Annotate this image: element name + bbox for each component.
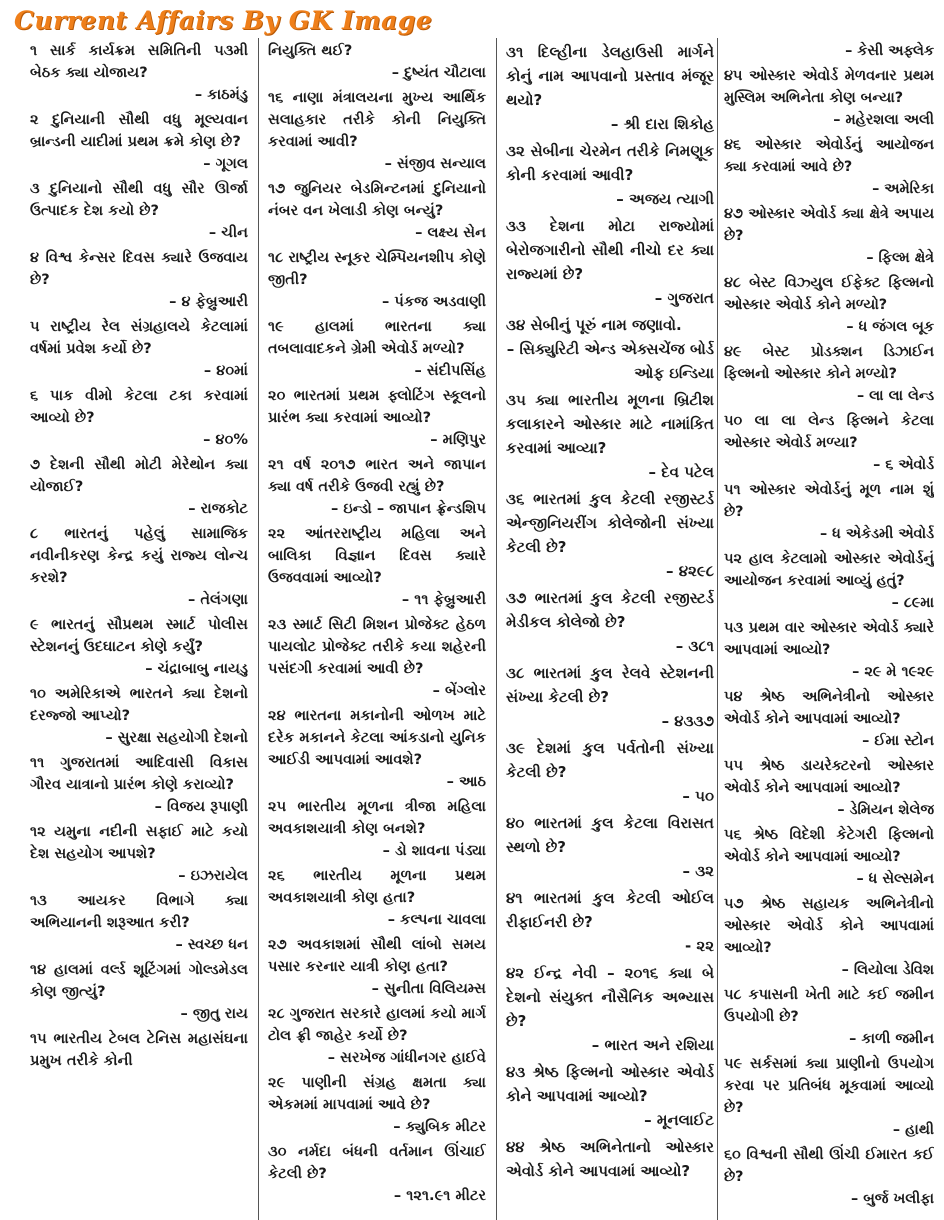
question-text: ૩ દુનિયાનો સૌથી વધુ સૌર ઊર્જા ઉત્પાદક દેશ કયો છે? — [30, 180, 248, 219]
answer-text: – અજય ત્યાગી — [616, 190, 714, 208]
answer-text: – દુષ્યંત ચૌટાલા — [391, 64, 486, 81]
answer-text: – સુરક્ષા સહયોગી દેશનો — [105, 729, 248, 746]
qa-item — [30, 385, 248, 451]
answer-text: – કાઠમંડુ — [194, 86, 248, 103]
answer-text: – ચંદ્રાબાબુ નાયડુ — [145, 660, 248, 677]
question-text: ૩૬ ભારતમાં કુલ કેટલી રજીસ્ટર્ડ એન્જીનિયરીંગ કોલેજોની સંખ્યા કેટલી છે? — [506, 490, 714, 556]
answer-text: – સુનીતા વિલિયમ્સ — [371, 980, 486, 997]
qa-item — [268, 796, 486, 862]
question-text: નિયુક્તિ થઈ? — [268, 42, 353, 59]
answer-text: – સંજીવ સન્યાલ — [384, 155, 486, 172]
question-text: ૫૧ ઓસ્કાર એવોર્ડનું મૂળ નામ શું છે? — [724, 482, 934, 520]
question-text: ૨૧ વર્ષ ૨૦૧૭ ભારત અને જાપાન ક્યા વર્ષ તરીકે ઉજવી રહ્યું છે? — [268, 456, 486, 495]
qa-item — [268, 523, 486, 611]
answer-text: – કલ્પના ચાવલા — [387, 911, 486, 928]
qa-item — [30, 523, 248, 611]
answer-text: – ૪૩૩૭ — [661, 712, 714, 730]
qa-item — [268, 865, 486, 931]
question-text: ૨૭ અવકાશમાં સૌથી લાંબો સમય પસાર કરનાર યાત્રી કોણ હતા? — [268, 936, 486, 975]
answer-text: – ધ એકેડમી એવોર્ડ — [819, 526, 934, 542]
qa-item — [506, 811, 714, 883]
answer-text: – ૨૯ મે ૧૯૨૯ — [852, 664, 934, 680]
qa-item — [506, 1135, 714, 1183]
question-text: ૪૪ શ્રેષ્ઠ અભિનેતાનો ઓસ્કાર એવોર્ડ કોને આપવામાં આવ્યો? — [506, 1138, 714, 1180]
qa-item — [724, 203, 934, 269]
question-text: ૫ રાષ્ટ્રીય રેલ સંગ્રહાલયે કેટલામાં વર્ષમાં પ્રવેશ કર્યો છે? — [30, 318, 248, 357]
qa-item — [268, 1072, 486, 1138]
qa-item — [506, 40, 714, 136]
answer-text: – ૧૧ ફેબ્રુઆરી — [401, 591, 486, 608]
answer-text: – મણિપુર — [430, 431, 486, 448]
qa-item — [506, 1060, 714, 1132]
answer-text: – ૪ ફેબ્રુઆરી — [169, 293, 248, 310]
qa-item — [268, 454, 486, 520]
qa-item — [506, 736, 714, 808]
question-text: ૨૩ સ્માર્ટ સિટી મિશન પ્રોજેક્ટ હેઠળ પાયલોટ પ્રોજેક્ટ તરીકે કયા શહેરની પસંદગી કરવામાં આવી છે? — [268, 616, 486, 677]
question-text: ૭ દેશની સૌથી મોટી મેરેથોન ક્યા યોજાઈ? — [30, 456, 248, 495]
answer-text: – ડેમિયન શેલેજ — [837, 802, 934, 818]
column-divider — [717, 38, 718, 1220]
qa-item — [506, 886, 714, 958]
qa-item — [268, 247, 486, 313]
question-text: ૧૫ ભારતીય ટેબલ ટેનિસ મહાસંઘના પ્રમુખ તરીકે કોની — [30, 1030, 248, 1069]
qa-item — [30, 178, 248, 244]
answer-text: – ઇઝરાયેલ — [178, 867, 248, 884]
answer-text: – ૬ એવોર્ડ — [873, 457, 934, 473]
question-text: ૫૦ લા લા લેન્ડ ફિલ્મને કેટલા ઓસ્કાર એવોર્ડ મળ્યા? — [724, 413, 934, 451]
question-text: ૧૯ હાલમાં ભારતના ક્યા તબલાવાદકને ગ્રેમી એવોર્ડ મળ્યો? — [268, 318, 486, 357]
qa-item — [724, 824, 934, 890]
question-text: ૪૩ શ્રેષ્ઠ ફિલ્મનો ઓસ્કાર એવોર્ડ કોને આપવામાં આવ્યો? — [506, 1063, 714, 1105]
answer-text: – ઈમા સ્ટોન — [862, 733, 934, 749]
qa-item — [30, 40, 248, 106]
question-text: ૪ વિશ્વ કેન્સર દિવસ ક્યારે ઉજવાય છે? — [30, 249, 248, 288]
question-text: ૫૯ સર્કસમાં ક્યા પ્રાણીનો ઉપયોગ કરવા પર પ્રતિબંધ મૂકવામાં આવ્યો છે? — [724, 1056, 934, 1116]
answer-text: – ચીન — [208, 224, 248, 241]
question-text: ૫૮ કપાસની ખેતી માટે કઈ જમીન ઉપયોગી છે? — [724, 987, 934, 1025]
answer-text: – ૪૦% — [203, 431, 248, 448]
question-text: ૩૧ દિલ્હીના ડેલહાઉસી માર્ગને કોનું નામ આપવાનો પ્રસ્તાવ મંજૂર થયો? — [506, 43, 714, 109]
qa-item — [30, 959, 248, 1025]
question-text: ૩૯ દેશમાં કુલ પર્વતોની સંખ્યા કેટલી છે? — [506, 739, 714, 781]
answer-text: – ૪૦માં — [203, 362, 248, 379]
question-text: ૩૩ દેશના મોટા રાજ્યોમાં બેરોજગારીનો સૌથી નીચો દર ક્યા રાજ્યમાં છે? — [506, 217, 714, 283]
answer-text: – ૩૨ — [682, 862, 714, 880]
qa-item — [30, 109, 248, 175]
qa-item — [724, 410, 934, 476]
answer-text: – મૂનલાઈટ — [644, 1111, 714, 1129]
question-text: ૧૦ અમેરિકાએ ભારતને ક્યા દેશનો દરજ્જો આપ્યો? — [30, 685, 248, 724]
column-4 — [724, 40, 934, 1218]
qa-item — [268, 1003, 486, 1069]
answer-text: – કાળી જમીન — [849, 1031, 934, 1047]
answer-text: – ગૂગલ — [203, 155, 248, 172]
answer-text: – લા લા લેન્ડ — [856, 388, 934, 404]
qa-item — [506, 487, 714, 583]
qa-item — [268, 1141, 486, 1207]
question-text: ૩૦ નર્મદા બંધની વર્તમાન ઊંચાઈ કેટલી છે? — [268, 1143, 486, 1182]
qa-item — [724, 755, 934, 821]
answer-text: – શ્રી દારા શિકોહ — [610, 115, 714, 133]
column-3 — [506, 40, 714, 1218]
answer-text: – અમેરિકા — [872, 181, 934, 197]
answer-text: – જીતુ રાય — [180, 1005, 248, 1022]
qa-item — [30, 890, 248, 956]
question-text: ૪૭ ઓસ્કાર એવોર્ડ ક્યા ક્ષેત્રે અપાય છે? — [724, 206, 934, 244]
question-text: ૧૧ ગુજરાતમાં આદિવાસી વિકાસ ગૌરવ યાત્રાનો પ્રારંભ કોણે કરાવ્યો? — [30, 754, 248, 793]
qa-item — [30, 821, 248, 887]
question-text: ૨૯ પાણીની સંગ્રહ ક્ષમતા ક્યા એકમમાં માપવામાં આવે છે? — [268, 1074, 486, 1113]
answer-text: – ૫૦ — [682, 787, 714, 805]
answer-text: – આઠ — [446, 773, 486, 790]
question-text: ૧૭ જુનિયર બેડમિન્ટનમાં દુનિયાનો નંબર વન ખેલાડી કોણ બન્યું? — [268, 180, 486, 219]
qa-item — [724, 984, 934, 1050]
answer-text: – બેંગ્લોર — [432, 682, 486, 699]
answer-text: – તેલંગણા — [187, 591, 248, 608]
answer-text: – બુર્જ ખલીફા — [850, 1191, 934, 1207]
column-2 — [268, 40, 486, 1218]
question-text: ૬૦ વિશ્વની સૌથી ઊંચી ઈમારત કઈ છે? — [724, 1147, 934, 1185]
question-text: ૪૨ ઈન્દ્ર નેવી – ૨૦૧૬ ક્યા બે દેશનો સંયુક્ત નૌસૈનિક અભ્યાસ છે? — [506, 964, 714, 1030]
column-divider — [496, 38, 497, 1220]
answer-text: – સંદીપસિંહ — [414, 362, 486, 379]
answer-text: - ૨૨ — [684, 937, 714, 955]
answer-text: – દેવ પટેલ — [648, 463, 714, 481]
answer-text: – ધ સેલ્સમેન — [856, 871, 934, 887]
qa-item — [506, 139, 714, 211]
qa-item — [724, 65, 934, 131]
answer-text: – ધ જંગલ બૂક — [846, 319, 934, 335]
question-text: ૧ સાર્ક કાર્યક્રમ સમિતિની ૫૩મી બેઠક ક્યા યોજાય? — [30, 42, 248, 81]
question-text: ૪૮ બેસ્ટ વિઝ્યુલ ઈફેક્ટ ફિલ્મનો ઓસ્કાર એવોર્ડ કોને મળ્યો? — [724, 275, 934, 313]
column-1 — [30, 40, 248, 1218]
watermark-title: Current Affairs By GK Image — [14, 6, 433, 35]
answer-text: – ડો શાવના પંડ્યા — [382, 842, 486, 859]
qa-item — [30, 614, 248, 680]
answer-text: – ભારત અને રશિયા — [591, 1036, 714, 1054]
qa-item — [724, 134, 934, 200]
qa-item — [30, 247, 248, 313]
qa-item — [724, 617, 934, 683]
question-text: ૪૦ ભારતમાં કુલ કેટલા વિરાસત સ્થળો છે? — [506, 814, 714, 856]
question-text: ૬ પાક વીમો કેટલા ટકા કરવામાં આવ્યો છે? — [30, 387, 248, 426]
qa-item — [506, 388, 714, 484]
qa-item — [268, 934, 486, 1000]
question-text: ૪૯ બેસ્ટ પ્રોડક્શન ડિઝાઈન ફિલ્મનો ઓસ્કાર કોને મળ્યો? — [724, 344, 934, 382]
question-text: ૨૬ ભારતીય મૂળના પ્રથમ અવકાશયાત્રી કોણ હતા? — [268, 867, 486, 906]
qa-item — [268, 614, 486, 702]
question-text: ૩૪ સેબીનું પૂરું નામ જણાવો. — [506, 316, 682, 334]
answer-text: – રાજકોટ — [188, 500, 248, 517]
answer-text: – સિક્યુરિટી એન્ડ એક્સચેંજ બોર્ડ ઓફ ઇન્ડિયા — [506, 340, 714, 382]
question-text: ૨૦ ભારતમાં પ્રથમ ફ્લોટિંગ સ્કૂલનો પ્રારંભ ક્યા કરવામાં આવ્યો? — [268, 387, 486, 426]
question-text: ૩૭ ભારતમાં કુલ કેટલી રજીસ્ટર્ડ મેડીકલ કોલેજો છે? — [506, 589, 714, 631]
answer-text: – સ્વચ્છ ધન — [175, 936, 248, 953]
question-text: ૫૬ શ્રેષ્ઠ વિદેશી કેટેગરી ફિલ્મનો એવોર્ડ કોને આપવામાં આવ્યો? — [724, 827, 934, 865]
answer-text: – લક્ષ્ય સેન — [415, 224, 486, 241]
question-text: ૩૮ ભારતમાં કુલ રેલવે સ્ટેશનની સંખ્યા કેટલી છે? — [506, 664, 714, 706]
answer-text: – ઇન્ડો – જાપાન ફ્રેન્ડશિપ — [331, 500, 486, 517]
question-text: ૨૨ આંતરરાષ્ટ્રીય મહિલા અને બાલિકા વિજ્ઞાન દિવસ ક્યારે ઉજવવામાં આવ્યો? — [268, 525, 486, 586]
qa-item — [268, 385, 486, 451]
question-text: ૫૩ પ્રથમ વાર ઓસ્કાર એવોર્ડ ક્યારે આપવામાં આવ્યો? — [724, 620, 934, 658]
question-text: ૧૩ આયકર વિભાગે ક્યા અભિયાનની શરૂઆત કરી? — [30, 892, 248, 931]
question-text: ૧૪ હાલમાં વર્લ્ડ શૂટિંગમાં ગોલ્ડમેડલ કોણ જીત્યું? — [30, 961, 248, 1000]
answer-text: – ૩૮૧ — [675, 637, 714, 655]
question-text: ૩૫ ક્યા ભારતીય મૂળના બ્રિટીશ કલાકારને ઓસ્કાર માટે નામાંકિત કરવામાં આવ્યા? — [506, 391, 714, 457]
answer-text: – પંકજ અડવાણી — [381, 293, 486, 310]
qa-item — [724, 686, 934, 752]
question-text: ૪૫ ઓસ્કાર એવોર્ડ મેળવનાર પ્રથમ મુસ્લિમ અભિનેતા કોણ બન્યા? — [724, 68, 934, 106]
qa-item — [724, 272, 934, 338]
qa-item — [268, 705, 486, 793]
qa-item — [506, 961, 714, 1057]
qa-item — [724, 1144, 934, 1210]
qa-item — [724, 341, 934, 407]
qa-item — [724, 1053, 934, 1141]
question-text: ૫૨ હાલ કેટલામો ઓસ્કાર એવોર્ડનું આયોજન કરવામાં આવ્યું હતું? — [724, 551, 934, 589]
answer-text: – મહેરશલા અલી — [833, 112, 934, 128]
question-text: ૫૪ શ્રેષ્ઠ અભિનેત્રીનો ઓસ્કાર એવોર્ડ કોને આપવામાં આવ્યો? — [724, 689, 934, 727]
qa-item — [506, 313, 714, 385]
qa-item — [268, 316, 486, 382]
question-text: ૨૮ ગુજરાત સરકારે હાલમાં કયો માર્ગ ટોલ ફ્રી જાહેર કર્યો છે? — [268, 1005, 486, 1044]
question-text: ૯ ભારતનું સૌપ્રથમ સ્માર્ટ પોલીસ સ્ટેશનનું ઉદઘાટન કોણે કર્યું? — [30, 616, 248, 655]
question-text: ૧૨ યમુના નદીની સફાઈ માટે કયો દેશ સહયોગ આપશે? — [30, 823, 248, 862]
question-text: ૫૫ શ્રેષ્ઠ ડાયરેક્ટરનો ઓસ્કાર એવોર્ડ કોને આપવામાં આવ્યો? — [724, 758, 934, 796]
qa-item — [30, 752, 248, 818]
question-text: ૨૪ ભારતના મકાનોની ઓળખ માટે દરેક મકાનને કેટલા આંકડાનો યુનિક આઈડી આપવામાં આવશે? — [268, 707, 486, 768]
qa-item — [724, 479, 934, 545]
column-divider — [258, 38, 259, 1220]
qa-item — [30, 683, 248, 749]
question-text: ૪૧ ભારતમાં કુલ કેટલી ઓઈલ રીફાઈનરી છે? — [506, 889, 714, 931]
question-text: ૫૭ શ્રેષ્ઠ સહાયક અભિનેત્રીનો ઓસ્કાર એવોર્ડ કોને આપવામાં આવ્યો? — [724, 896, 934, 956]
qa-item — [30, 454, 248, 520]
answer-text: – હાથી — [892, 1122, 934, 1138]
qa-item — [30, 1028, 248, 1072]
qa-item — [724, 40, 934, 62]
answer-text: – લિયોલા ડેવિશ — [841, 962, 934, 978]
answer-text: – ફિલ્મ ક્ષેત્રે — [866, 250, 934, 266]
qa-item — [30, 316, 248, 382]
qa-item — [506, 586, 714, 658]
question-text: ૨ દુનિયાની સૌથી વધુ મૂલ્યવાન બ્રાન્ડની યાદીમાં પ્રથમ ક્રમે કોણ છે? — [30, 111, 248, 150]
qa-item — [724, 548, 934, 614]
question-text: ૮ ભારતનું પહેલું સામાજિક નવીનીકરણ કેન્દ્ર કયું રાજ્ય લોન્ચ કરશે? — [30, 525, 248, 586]
question-text: ૩૨ સેબીના ચેરમેન તરીકે નિમણૂક કોની કરવામાં આવી? — [506, 142, 714, 184]
qa-item — [506, 214, 714, 310]
answer-text: – ક્યુબિક મીટર — [393, 1118, 486, 1135]
question-text: ૨૫ ભારતીય મૂળના ત્રીજા મહિલા અવકાશયાત્રી કોણ બનશે? — [268, 798, 486, 837]
answer-text: – કેસી અફ્લેક — [845, 43, 934, 59]
question-text: ૧૮ રાષ્ટ્રીય સ્નૂકર ચેમ્પિયનશીપ કોણે જીતી? — [268, 249, 486, 288]
answer-text: – ૮૯મા — [891, 595, 934, 611]
qa-item — [268, 87, 486, 175]
question-text: ૧૬ નાણા મંત્રાલયના મુખ્ય આર્થિક સલાહકાર તરીકે કોની નિયુક્તિ કરવામાં આવી? — [268, 89, 486, 150]
answer-text: – ગુજરાત — [654, 289, 714, 307]
answer-text: – વિજય રૂપાણી — [154, 798, 248, 815]
answer-text: – ૪૨૯૮ — [666, 562, 714, 580]
answer-text: – ૧૨૧.૯૧ મીટર — [393, 1187, 486, 1204]
qa-item — [724, 893, 934, 981]
qa-item — [268, 40, 486, 84]
question-text: ૪૬ ઓસ્કાર એવોર્ડનું આયોજન ક્યા કરવામાં આવે છે? — [724, 137, 934, 175]
qa-item — [506, 661, 714, 733]
qa-item — [268, 178, 486, 244]
answer-text: – સરખેજ ગાંધીનગર હાઈવે — [327, 1049, 486, 1066]
